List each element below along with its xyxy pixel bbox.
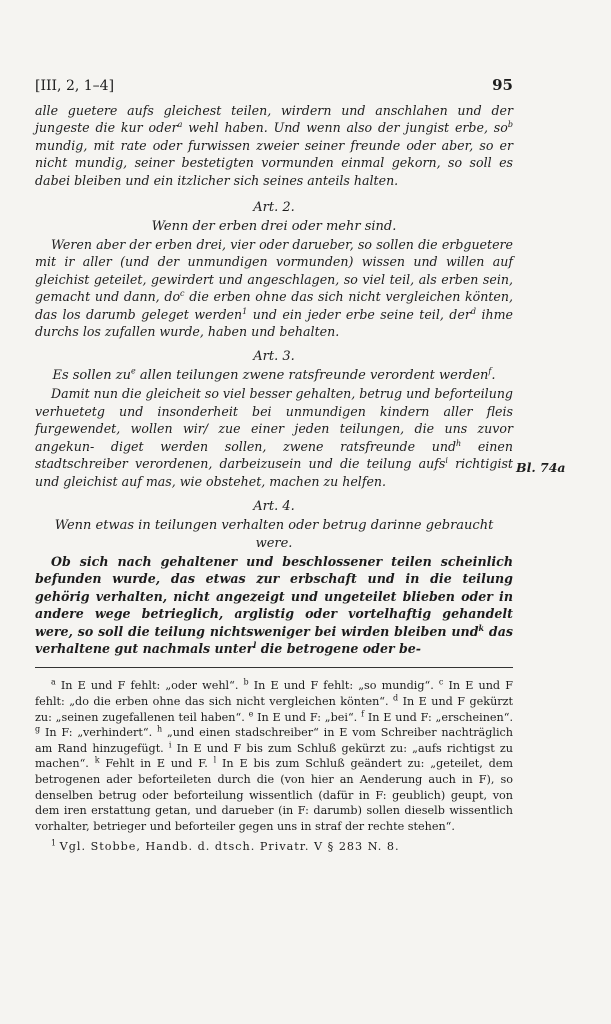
article-3-heading: Art. 3. xyxy=(253,349,295,365)
page-number: 95 xyxy=(492,76,513,94)
folio-margin-note: Bl. 74a xyxy=(516,460,566,475)
footnote-1: $^1$ Vgl. Stobbe, Handb. d. dtsch. Privatr. V § 283 N. 8. xyxy=(51,838,400,854)
article-4-subtitle: Wenn etwas in teilungen verhalten oder betrug darinne gebraucht were. xyxy=(54,517,494,551)
article-2-heading: Art. 2. xyxy=(253,200,295,216)
article-3-subtitle: Es sollen $zu^e$ allen teilungen zwene ratsfreunde verordent werden$^f$. xyxy=(52,367,496,384)
footnote-divider xyxy=(35,667,513,668)
article-2-subtitle: Wenn der erben drei oder mehr sind. xyxy=(151,219,397,235)
article-4-heading: Art. 4. xyxy=(253,498,295,514)
book-page xyxy=(35,70,513,855)
section-reference: [III, 2, 1–4] xyxy=(35,78,115,94)
article-2-text: Weren aber der erben drei, vier oder darueber, so sollen die erbguetere mit ir aller (und der unmundigen vormunden) wissen und willen auf gleichist geteilet, gewirdert und angeschlagen, so viel teil, als erben sein, gemacht und dann, $do^c$ die erben ohne das sich nicht vergleichen könten, das los darumb geleget werden$^1$ und ein jeder erbe seine teil, der$^d$ ihme durchs los zufallen wurde, haben und behalten. xyxy=(35,237,514,340)
article-3-text: Damit nun die gleicheit so viel besser gehalten, betrug und beforteilung verhuetetg und insonderheit bei unmundigen kindern aller fleis furgewendet, wollen wir/ zue einer jeden teilungen, die uns zuvor angekun- diget werden sollen, zwene ratsfreunde und$^h$ einen stadtschreiber verordenen, darbeizusein und die teilung aufs$^i$ richtigist und gleichist auf mas, wie obstehet, machen zu helfen. xyxy=(35,386,513,489)
running-header xyxy=(35,70,513,98)
critical-apparatus: $^a$ In E und F fehlt: „oder wehl“. $^b$ In E und F fehlt: „so mundig“. $^c$ In E und F fehlt: „do die erben ohne das sich nicht vergleichen könten“. $^d$ In E und F gekürzt zu: „seinen zugefallenen teil haben“. $^e$ In E und F: „bei“. $^f$ In E und F: „erscheinen“. $^g$ In F: „verhindert“. $^h$ „und einen stadschreiber“ in E vom Schreiber nachträglich am Rand hinzugefügt. $^i$ In E und F bis zum Schluß gekürzt zu: „aufs richtigst zu machen“. $^k$ Fehlt in E und F. $^l$ In E bis zum Schluß geändert zu: „geteilet, dem betrogenen ader beforteileten durch die (von hier an Aenderung auch in F), so denselben betrug oder beforteilung wissentlich (dafür in F: geublich) geupt, von dem iren erstattung getan, und darueber (in F: darumb) sollen dieselb wissentlich vorhalter, betrieger und beforteiler gegen uns in straf der rechte stehen“. xyxy=(35,677,514,833)
intro-paragraph: alle guetere aufs gleichest teilen, wirdern und anschlahen und der jungeste die kur oder$^a$ wehl haben. Und wenn also der jungist erbe, $so^b$ mundig, mit rate oder furwissen zweier seiner freunde oder aber, so er nicht mundig, seiner bestetigten vormunden einmal gekorn, so soll es dabei bleiben und ein itzlicher sich seines anteils halten. xyxy=(35,103,513,188)
article-4-text: Ob sich nach gehaltener und beschlossener teilen scheinlich befunden wurde, das etwas zur erbschaft und in die teilung gehörig verhalten, nicht angezeigt und ungeteilet blieben oder in andere wege betrieglich, arglistig oder vortelhaftig gehandelt were, so soll die teilung nichtsweniger bei wirden bleiben und$^k$ das verhaltene gut nachmals unter$^l$ die betrogene oder be- xyxy=(35,553,513,656)
